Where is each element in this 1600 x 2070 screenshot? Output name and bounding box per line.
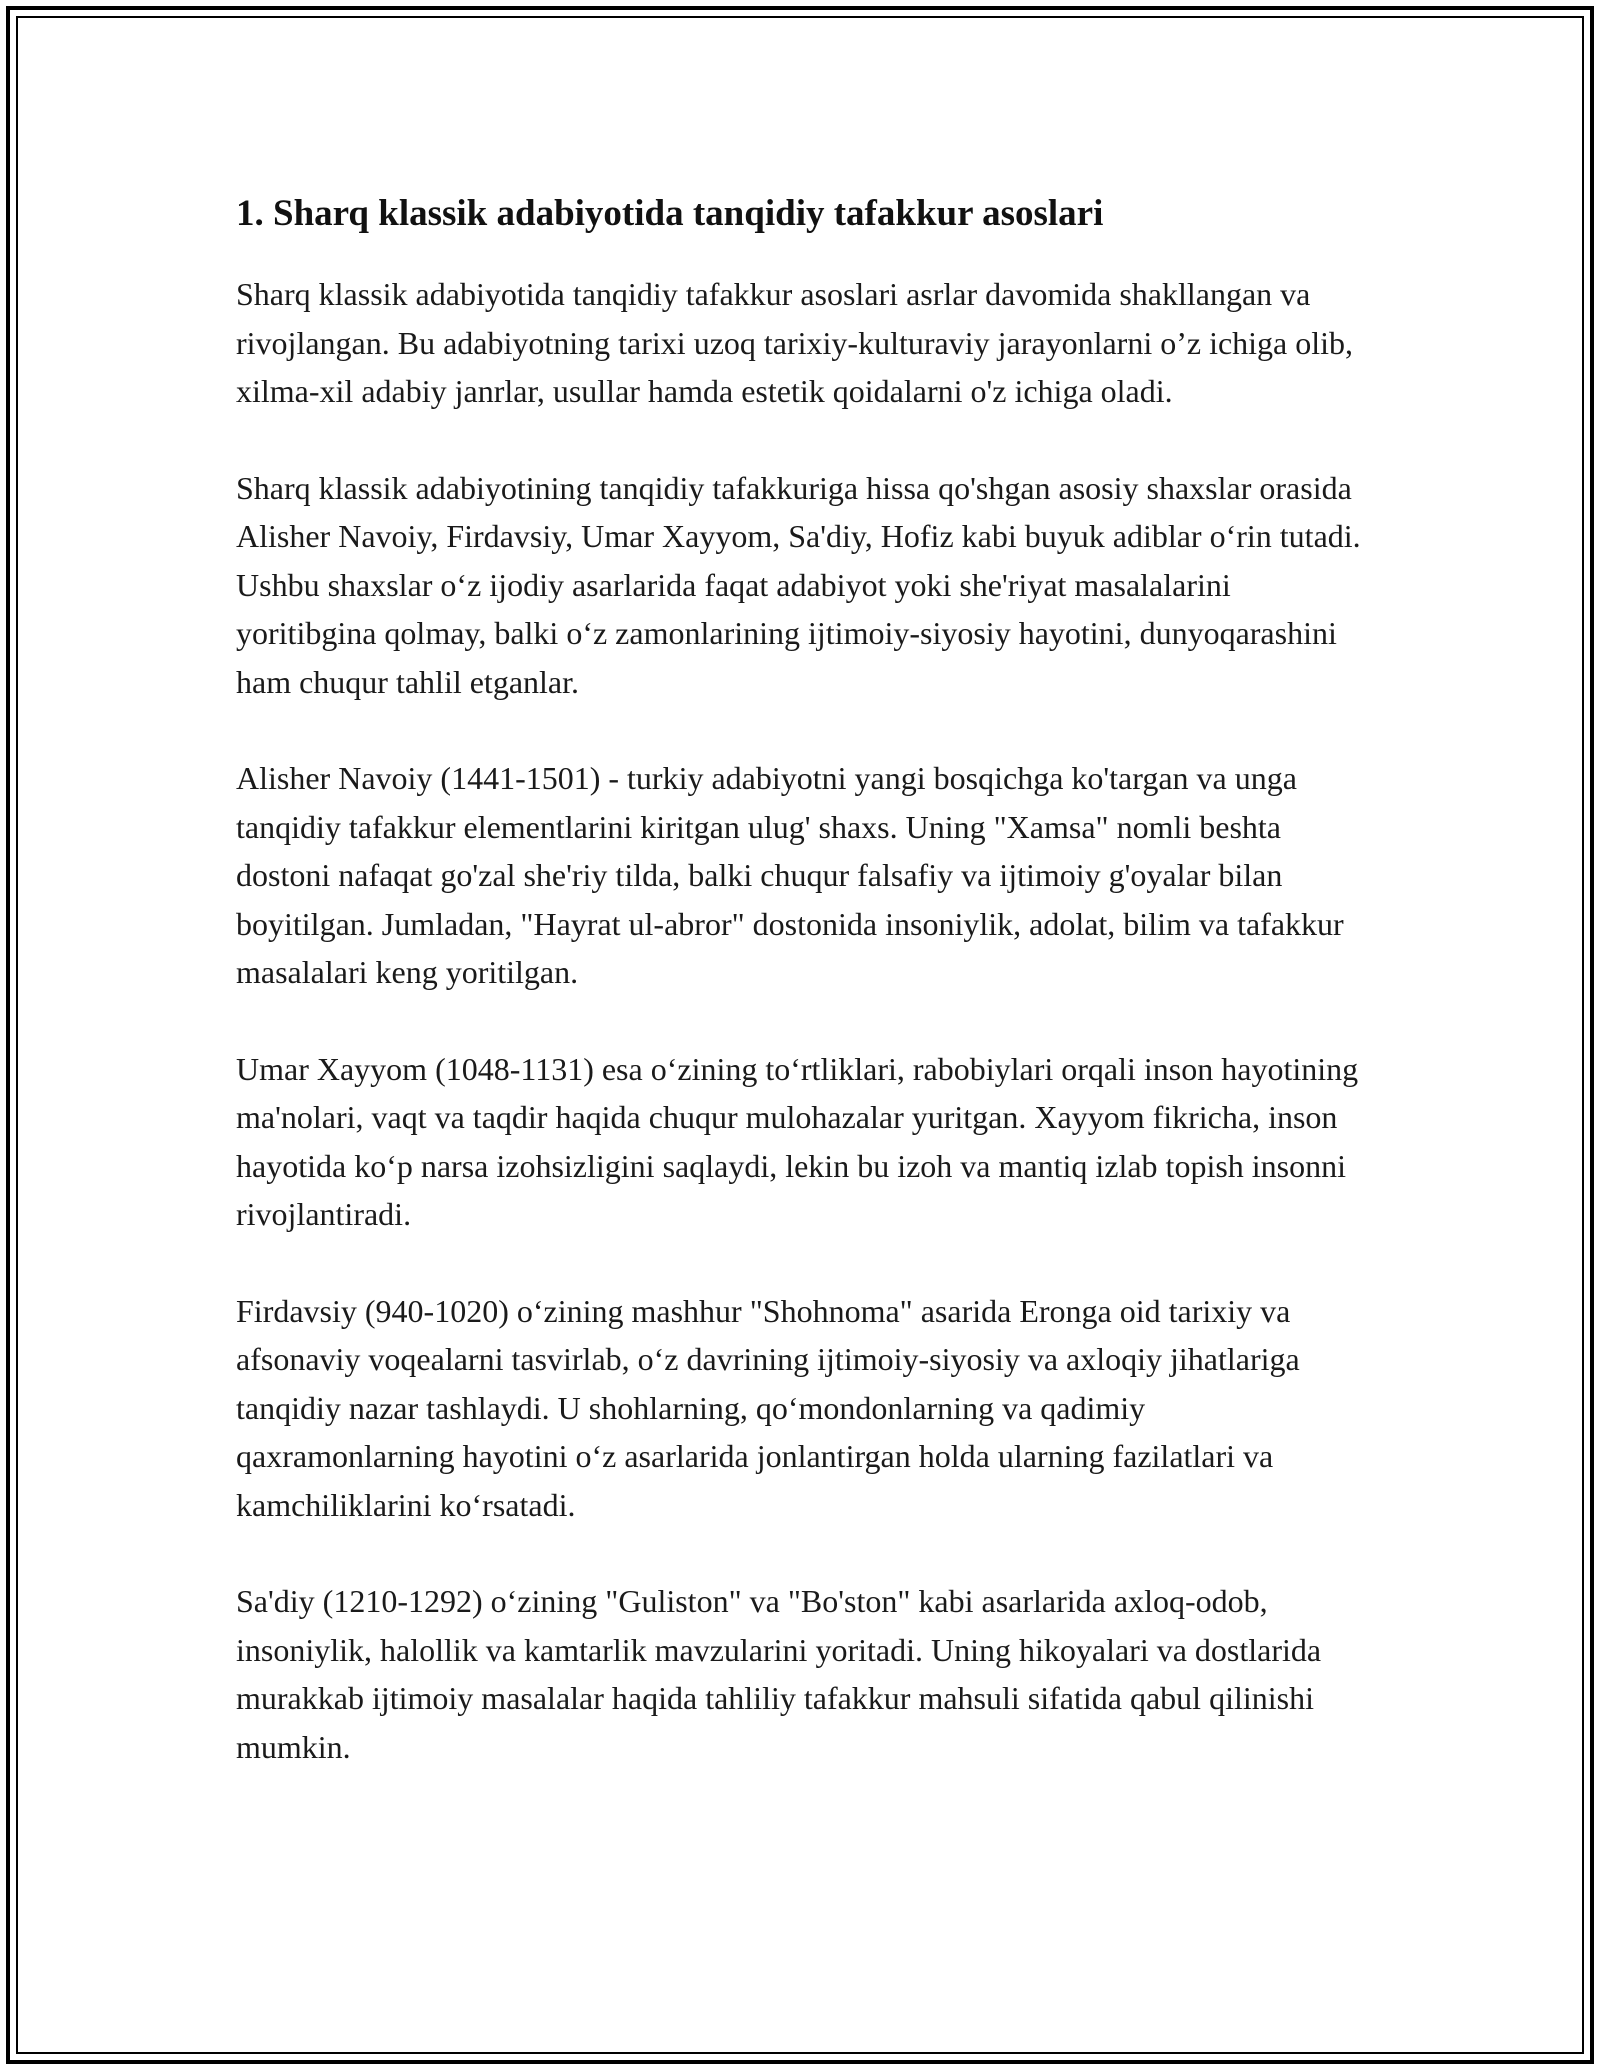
paragraph-sadiy: Sa'diy (1210-1292) o‘zining "Guliston" va "Bo'ston" kabi asarlarida axloq-odob, insoniylik, halollik va kamtarlik mavzularini yoritadi. Uning hikoyalari va dostlarida murakkab ijtimoiy masalalar haqida tahliliy tafakkur mahsuli sifatida qabul qilinishi mumkin. xyxy=(236,1583,1322,1765)
section-heading: 1. Sharq klassik adabiyotida tanqidiy tafakkur asoslari xyxy=(236,193,1104,234)
document-body xyxy=(236,186,1366,1771)
paragraph-firdavsiy: Firdavsiy (940-1020) o‘zining mashhur "Shohnoma" asarida Eronga oid tarixiy va afsonaviy voqealarni tasvirlab, o‘z davrining ijtimoiy-siyosiy va axloqiy jihatlariga tanqidiy nazar tashlaydi. U shohlarning, qo‘mondonlarning va qadimiy qaxramonlarning hayotini o‘z asarlarida jonlantirgan holda ularning fazilatlari va kamchiliklarini ko‘rsatadi. xyxy=(236,1292,1300,1523)
paragraph-xayyom: Umar Xayyom (1048-1131) esa o‘zining to‘rtliklari, rabobiylari orqali inson hayotining ma'nolari, vaqt va taqdir haqida chuqur mulohazalar yuritgan. Xayyom fikricha, inson hayotida ko‘p narsa izohsizligini saqlaydi, lekin bu izoh va mantiq izlab topish insonni rivojlantiradi. xyxy=(236,1050,1359,1232)
paragraph-intro: Sharq klassik adabiyotida tanqidiy tafakkur asoslari asrlar davomida shakllangan va rivojlangan. Bu adabiyotning tarixi uzoq tarixiy-kulturaviy jarayonlarni o’z ichiga olib, xilma-xil adabiy janrlar, usullar hamda estetik qoidalarni o'z ichiga oladi. xyxy=(236,276,1354,409)
paragraph-key-figures: Sharq klassik adabiyotining tanqidiy tafakkuriga hissa qo'shgan asosiy shaxslar orasida Alisher Navoiy, Firdavsiy, Umar Xayyom, Sa'diy, Hofiz kabi buyuk adiblar o‘rin tutadi. Ushbu shaxslar o‘z ijodiy asarlarida faqat adabiyot yoki she'riyat masalalarini yoritibgina qolmay, balki o‘z zamonlarining ijtimoiy-siyosiy hayotini, dunyoqarashini ham chuqur tahlil etganlar. xyxy=(236,469,1361,700)
paragraph-navoiy: Alisher Navoiy (1441-1501) - turkiy adabiyotni yangi bosqichga ko'targan va unga tanqidiy tafakkur elementlarini kiritgan ulug' shaxs. Uning "Xamsa" nomli beshta dostoni nafaqat go'zal she'riy tilda, balki chuqur falsafiy va ijtimoiy g'oyalar bilan boyitilgan. Jumladan, "Hayrat ul-abror" dostonida insoniylik, adolat, bilim va tafakkur masalalari keng yoritilgan. xyxy=(236,760,1344,990)
